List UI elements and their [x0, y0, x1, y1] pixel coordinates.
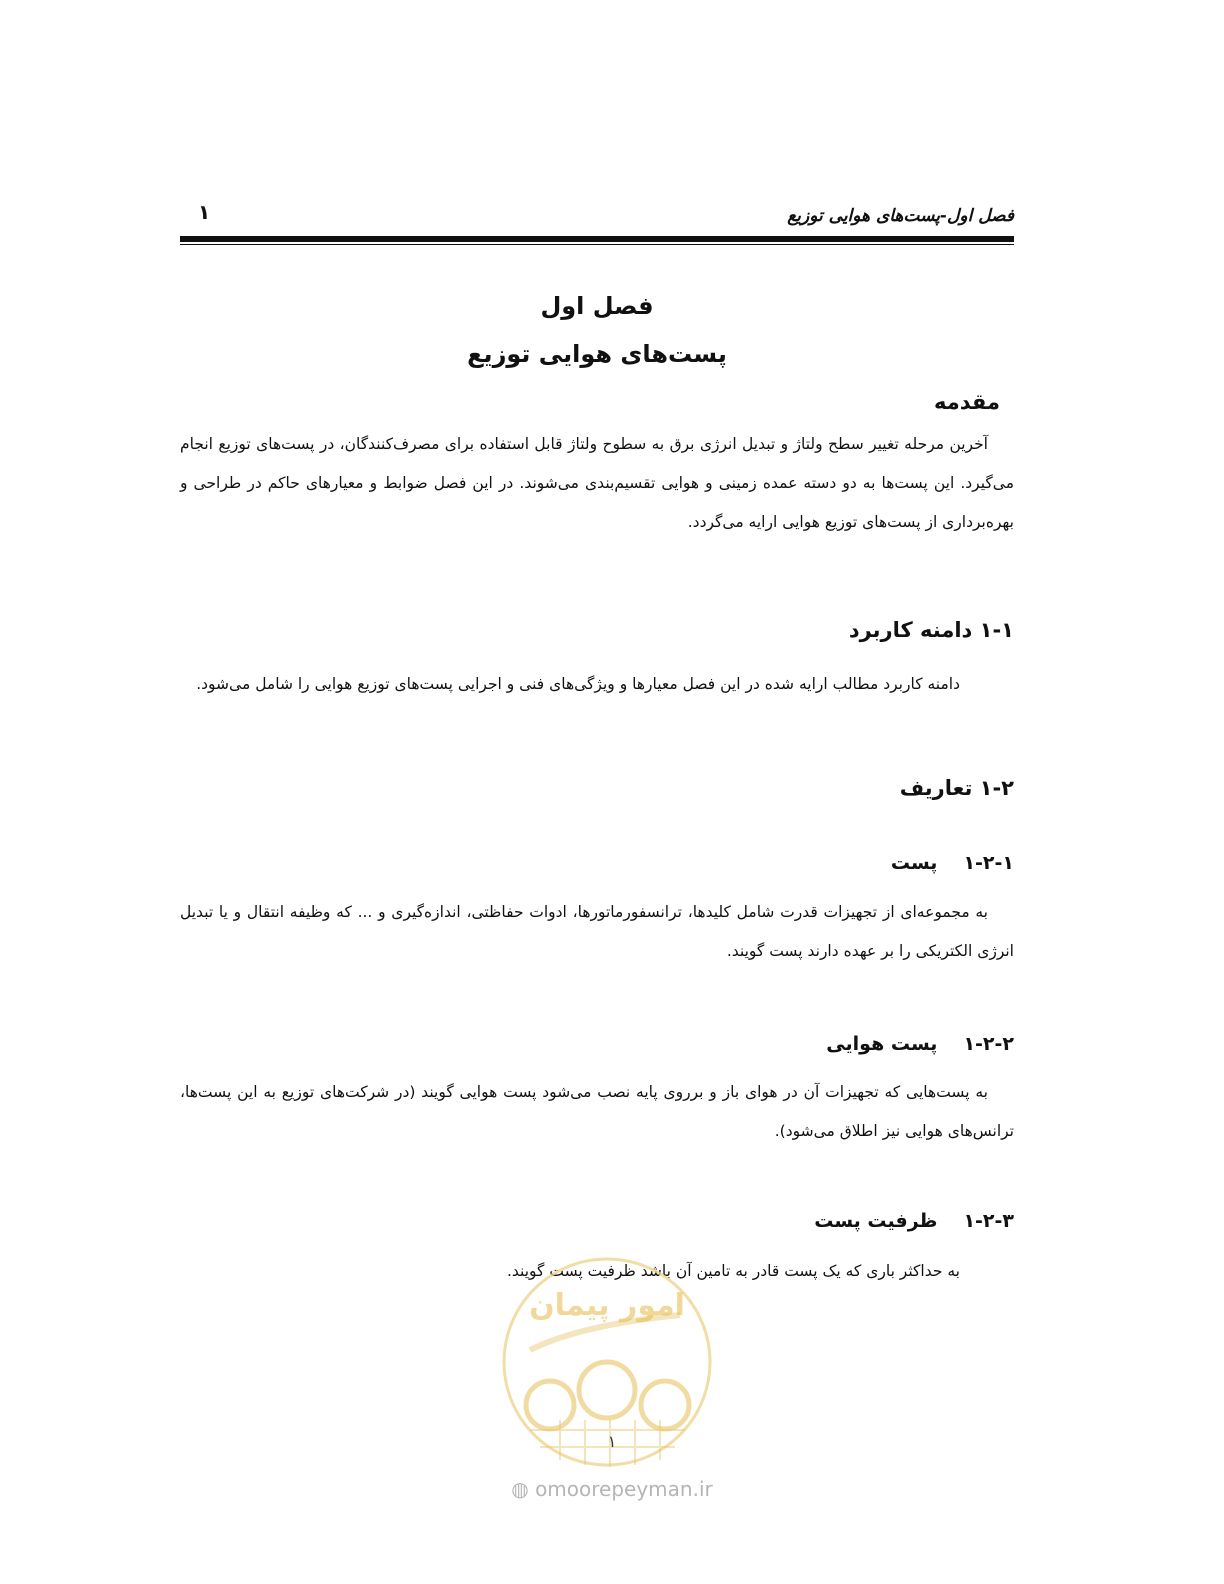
header-page-number: ۱ [198, 200, 211, 224]
intro-section [180, 425, 1014, 542]
watermark-site-text: omoorepeyman.ir [535, 1477, 713, 1501]
subsection-1-2-2-heading [180, 1033, 1014, 1055]
watermark-site [0, 1477, 1224, 1501]
intro-heading: مقدمه [934, 390, 1000, 414]
subsection-1-2-1-number: ۱-۲-۱ [963, 852, 1014, 874]
subsection-1-2-1-heading [180, 852, 1014, 874]
subsection-1-2-2-number: ۱-۲-۲ [963, 1033, 1014, 1055]
intro-paragraph: آخرین مرحله تغییر سطح ولتاژ و تبدیل انرژی برق به سطوح ولتاژ قابل استفاده برای مصرف‌کنندگان، در پست‌های توزیع انجام می‌گیرد. این پست‌ها به دو دسته عمده زمینی و هوایی تقسیم‌بندی می‌شوند. در این فصل ضوابط و معیارهای حاکم در طراحی و بهره‌برداری از پست‌های توزیع هوایی ارایه می‌گردد. [180, 435, 1014, 531]
running-header [180, 200, 1014, 236]
watermark-logo-text: امور پیمان [529, 1288, 685, 1323]
subsection-1-2-1-paragraph: به مجموعه‌ای از تجهیزات قدرت شامل کلیدها، ترانسفورماتورها، ادوات حفاظتی، اندازه‌گیری و ... که وظیفه انتقال و یا تبدیل انرژی الکتریکی را بر عهده دارند پست گویند. [180, 903, 1014, 960]
subsection-1-2-2-paragraph: به پست‌هایی که تجهیزات آن در هوای باز و برروی پایه نصب می‌شود پست هوایی گویند (در شرکت‌های توزیع به این پست‌ها، ترانس‌های هوایی نیز اطلاق می‌شود). [180, 1083, 1014, 1140]
section-1-1-paragraph: دامنه کاربرد مطالب ارایه شده در این فصل معیارها و ویژگی‌های فنی و اجرایی پست‌های توزیع هوایی را شامل می‌شود. [196, 675, 960, 693]
subsection-1-2-2-body [180, 1073, 1014, 1151]
subsection-1-2-1-body [180, 893, 1014, 971]
subsection-1-2-3-heading [180, 1210, 1014, 1232]
section-1-2-heading: ۱-۲ تعاریف [899, 776, 1014, 800]
header-rule-thick [180, 236, 1014, 242]
subsection-1-2-3-paragraph: به حداکثر باری که یک پست قادر به تامین آن باشد ظرفیت پست گویند. [506, 1262, 960, 1280]
subsection-1-2-1-title: پست [890, 852, 938, 874]
footer-page-number: ۱ [607, 1432, 617, 1451]
chapter-title: پست‌های هوایی توزیع [467, 340, 727, 368]
subsection-1-2-3-number: ۱-۲-۳ [963, 1210, 1014, 1232]
globe-icon: ◍ [511, 1477, 529, 1501]
section-1-1-body [180, 665, 986, 704]
header-rule-thin [180, 244, 1014, 245]
header-running-title: فصل اول-پست‌های هوایی توزیع [787, 206, 1014, 226]
subsection-1-2-3-title: ظرفیت پست [814, 1210, 938, 1232]
subsection-1-2-2-title: پست هوایی [826, 1033, 938, 1055]
section-1-1-heading: ۱-۱ دامنه کاربرد [848, 618, 1014, 642]
chapter-label: فصل اول [540, 292, 654, 320]
